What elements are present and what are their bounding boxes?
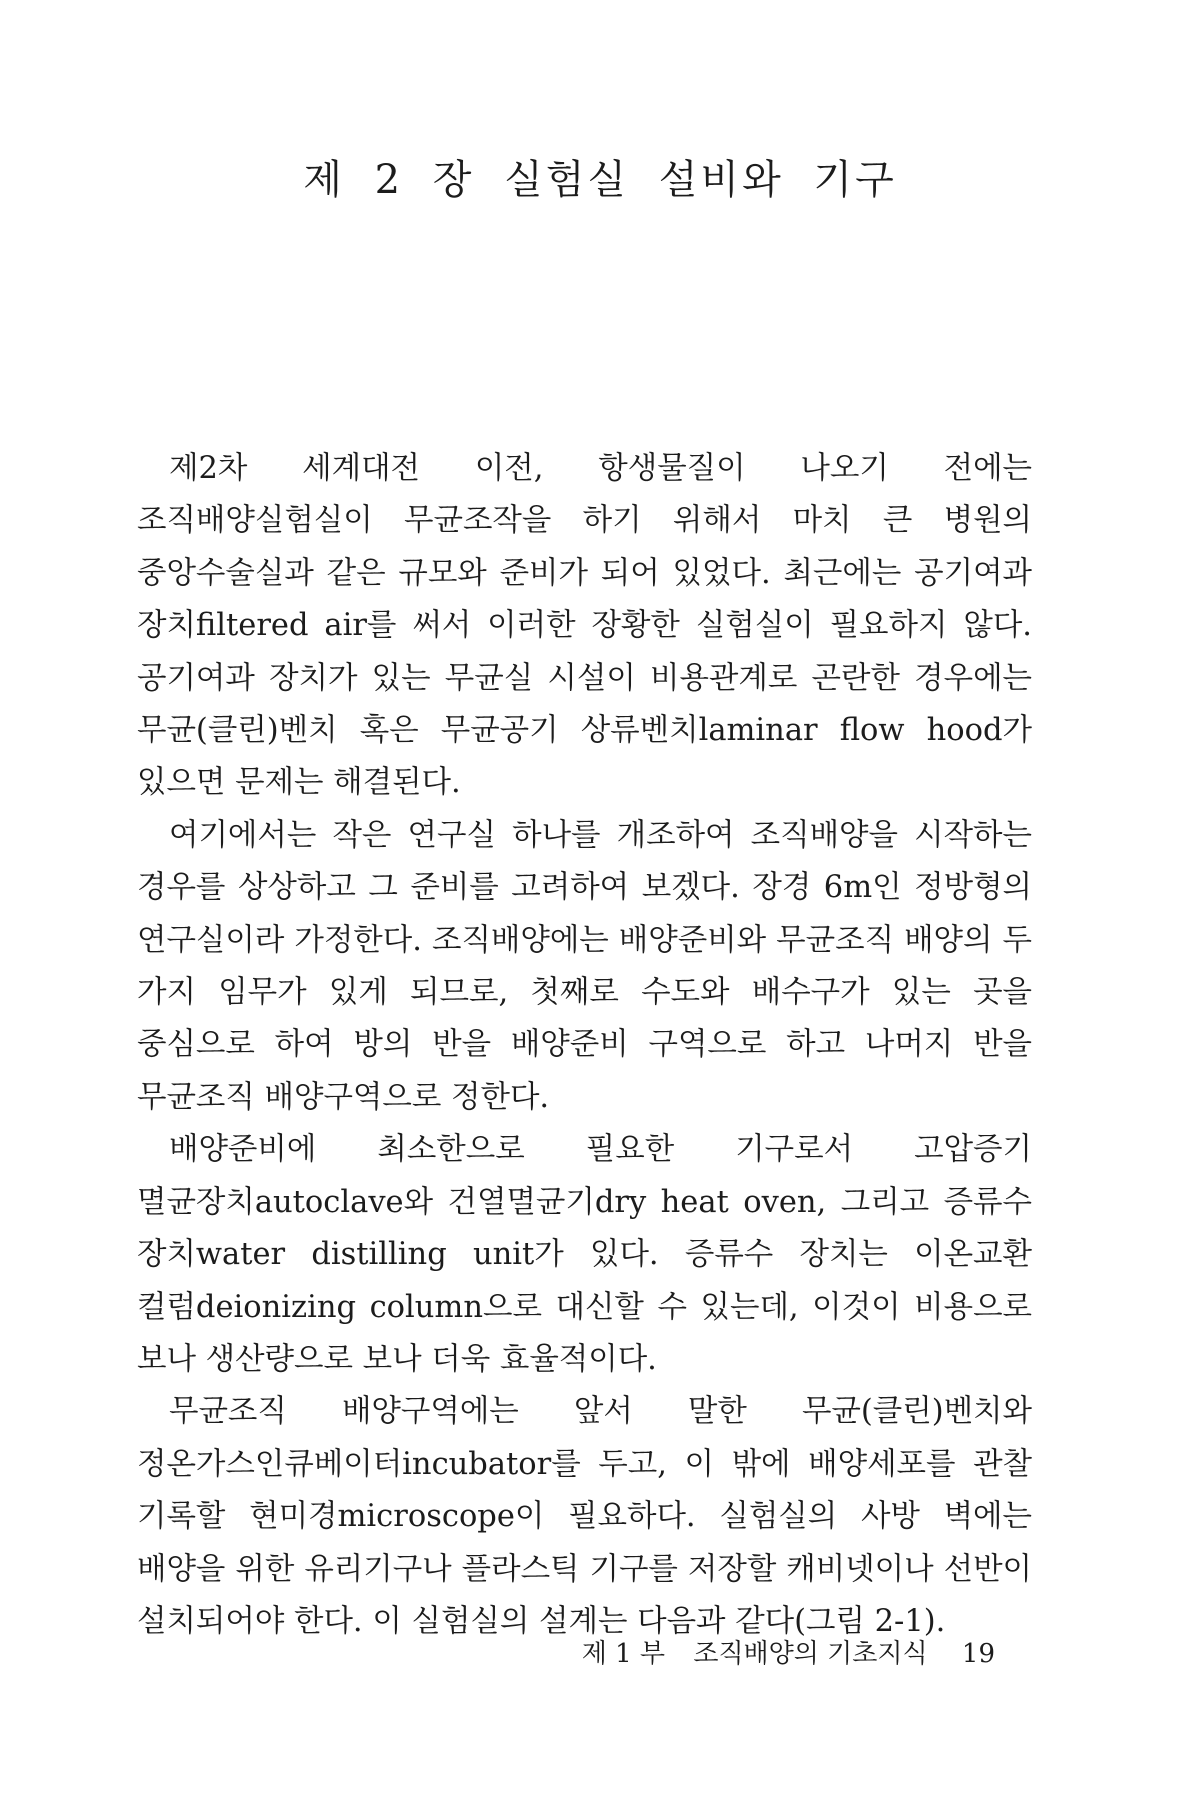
page-number: 19 bbox=[961, 1639, 995, 1669]
paragraph: 여기에서는 작은 연구실 하나를 개조하여 조직배양을 시작하는 경우를 상상하고 그 준비를 고려하여 보겠다. 장경 6m인 정방형의 연구실이라 가정한다. 조직배양에는 배양준비와 무균조직 배양의 두 가지 임무가 있게 되므로, 첫째로 수도와 배수구가 있는 곳을 중심으로 하여 방의 반을 배양준비 구역으로 하고 나머지 반을 무균조직 배양구역으로 정한다. bbox=[137, 817, 1032, 1115]
paragraph: 배양준비에 최소한으로 필요한 기구로서 고압증기 멸균장치autoclave와 건열멸균기dry heat oven, 그리고 증류수 장치water distilling unit가 있다. 증류수 장치는 이온교환 컬럼deionizing column으로 대신할 수 있는데, 이것이 비용으로 보나 생산량으로 보나 더욱 효율적이다. bbox=[137, 1132, 1032, 1377]
body-text bbox=[137, 443, 1032, 1648]
paragraph: 무균조직 배양구역에는 앞서 말한 무균(클린)벤치와 정온가스인큐베이터incubator를 두고, 이 밖에 배양세포를 관찰 기록할 현미경microscope이 필요하다. 실험실의 사방 벽에는 배양을 위한 유리기구나 플라스틱 기구를 저장할 캐비넷이나 선반이 설치되어야 한다. 이 실험실의 설계는 다음과 같다(그림 2-1). bbox=[137, 1394, 1032, 1639]
footer-part-label: 제 1 부 bbox=[581, 1639, 666, 1669]
running-footer bbox=[582, 1633, 995, 1670]
paragraph: 제2차 세계대전 이전, 항생물질이 나오기 전에는 조직배양실험실이 무균조작을 하기 위해서 마치 큰 병원의 중앙수술실과 같은 규모와 준비가 되어 있었다. 최근에는 공기여과 장치filtered air를 써서 이러한 장황한 실험실이 필요하지 않다. 공기여과 장치가 있는 무균실 시설이 비용관계로 곤란한 경우에는 무균(클린)벤치 혹은 무균공기 상류벤치laminar flow hood가 있으면 문제는 해결된다. bbox=[137, 451, 1032, 801]
footer-section-title: 조직배양의 기초지식 bbox=[693, 1639, 928, 1669]
chapter-title: 제 2 장 실험실 설비와 기구 bbox=[303, 157, 897, 203]
